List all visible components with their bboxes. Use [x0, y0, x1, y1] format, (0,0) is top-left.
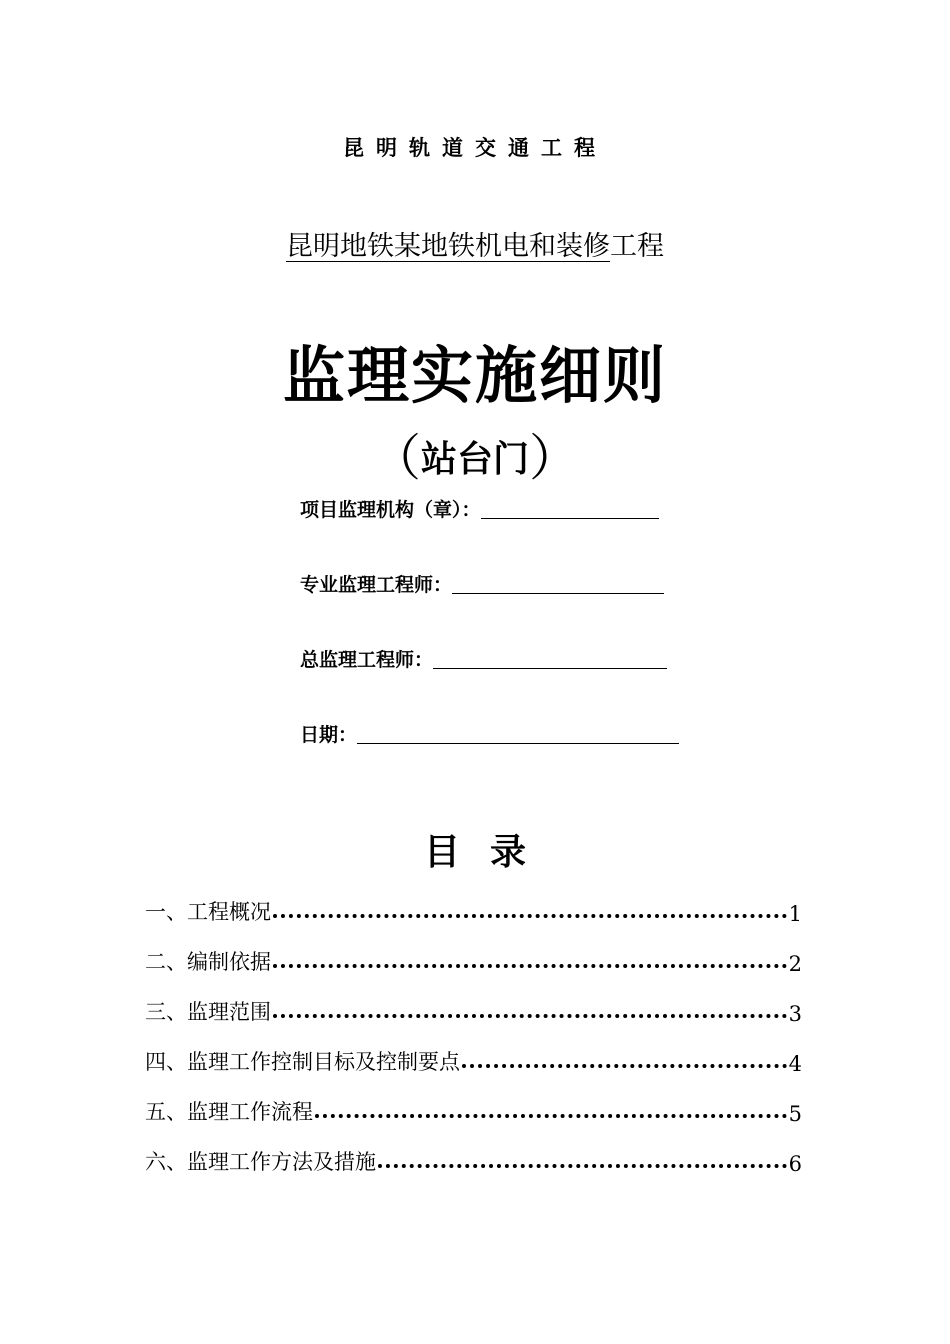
toc-item-label: 四、监理工作控制目标及控制要点	[145, 1050, 460, 1074]
signature-line	[433, 667, 667, 669]
toc-item[interactable]	[145, 976, 802, 1026]
toc-item-page: 2	[788, 952, 802, 976]
subtitle-open-paren: （	[370, 429, 421, 487]
toc-item-page: 6	[788, 1152, 802, 1176]
signature-label: 日期：	[300, 724, 358, 746]
toc-item-label: 五、监理工作流程	[145, 1100, 313, 1124]
toc-leader-dots	[462, 1064, 787, 1068]
toc-item[interactable]	[145, 1026, 802, 1076]
signature-row-specialist-engineer	[300, 565, 664, 597]
toc-item-label: 二、编制依据	[145, 950, 271, 974]
toc-item[interactable]	[145, 1076, 802, 1126]
signature-line	[452, 592, 664, 594]
toc-item-label: 一、工程概况	[145, 900, 271, 924]
toc-item[interactable]	[145, 1126, 802, 1176]
toc-leader-dots	[273, 914, 787, 918]
toc-item[interactable]	[145, 876, 802, 926]
signature-row-date	[300, 715, 679, 747]
signature-row-chief-engineer	[300, 640, 667, 672]
org-title: 昆明轨道交通工程	[343, 136, 607, 160]
toc-item-page: 5	[788, 1102, 802, 1126]
subtitle-close-paren: ）	[529, 429, 579, 487]
subtitle-text: 站台门	[420, 439, 529, 480]
toc-item[interactable]	[145, 926, 802, 976]
project-name-underlined: 昆明地铁某地铁机电和装修	[286, 231, 610, 262]
signature-row-org-seal	[300, 490, 659, 522]
project-name-suffix: 工程	[610, 231, 664, 262]
document-title: 监理实施细则	[282, 339, 667, 412]
toc-item-page: 3	[788, 1002, 802, 1026]
table-of-contents	[145, 876, 802, 1176]
toc-item-page: 4	[788, 1052, 802, 1076]
signature-line	[481, 517, 659, 519]
document-subtitle	[0, 418, 950, 490]
toc-leader-dots	[315, 1114, 787, 1118]
signature-line	[357, 742, 679, 744]
toc-leader-dots	[273, 964, 787, 968]
toc-title: 目录	[423, 832, 556, 873]
toc-leader-dots	[378, 1164, 787, 1168]
signature-label: 专业监理工程师：	[300, 574, 453, 596]
signature-label: 项目监理机构（章）：	[300, 499, 481, 521]
signature-label: 总监理工程师：	[300, 649, 434, 671]
toc-item-label: 三、监理范围	[145, 1000, 271, 1024]
toc-item-label: 六、监理工作方法及措施	[145, 1150, 376, 1174]
project-name	[0, 224, 950, 263]
toc-leader-dots	[273, 1014, 787, 1018]
toc-item-page: 1	[788, 902, 802, 926]
